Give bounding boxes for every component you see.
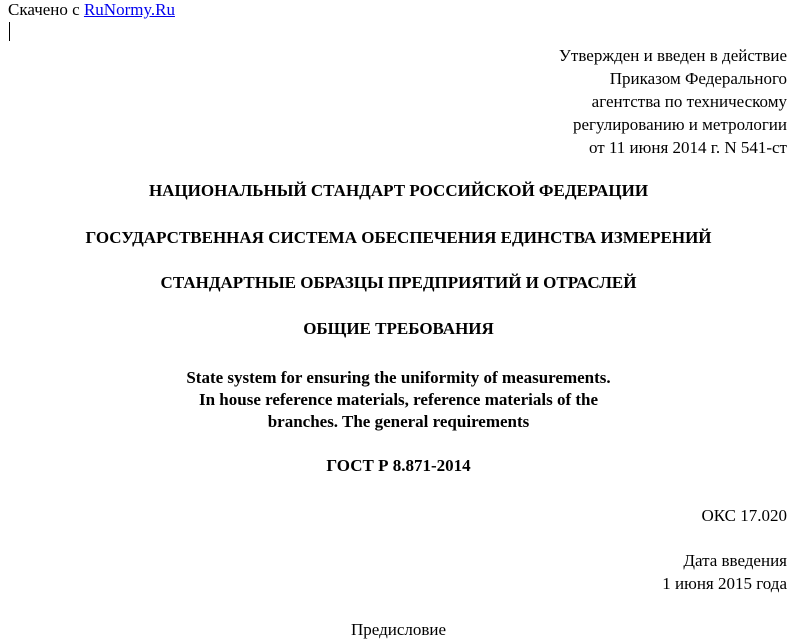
english-title-line: In house reference materials, reference materials of the	[198, 390, 599, 409]
approval-line: агентства по техническому	[591, 92, 787, 111]
state-system-heading: ГОСУДАРСТВЕННАЯ СИСТЕМА ОБЕСПЕЧЕНИЯ ЕДИНСТВА ИЗМЕРЕНИЙ	[85, 228, 712, 247]
english-title-line: branches. The general requirements	[267, 412, 530, 431]
approval-line: регулированию и метрологии	[572, 115, 787, 134]
general-requirements-heading: ОБЩИЕ ТРЕБОВАНИЯ	[303, 319, 494, 338]
approval-line: Приказом Федерального	[609, 69, 787, 88]
effective-date-block	[662, 549, 787, 595]
oks-code: ОКС 17.020	[701, 506, 787, 525]
approval-block	[559, 44, 787, 159]
national-standard-heading: НАЦИОНАЛЬНЫЙ СТАНДАРТ РОССИЙСКОЙ ФЕДЕРАЦИИ	[148, 181, 649, 200]
approval-line: от 11 июня 2014 г. N 541-ст	[588, 138, 787, 157]
approval-line: Утвержден и введен в действие	[558, 46, 787, 65]
standard-designation: ГОСТ Р 8.871-2014	[326, 456, 471, 475]
english-title	[0, 367, 790, 433]
effective-date-label: Дата введения	[683, 551, 787, 570]
source-prefix: Скачено с	[8, 0, 84, 19]
english-title-line: State system for ensuring the uniformity of measurements.	[186, 368, 611, 387]
source-link[interactable]: RuNormy.Ru	[83, 0, 175, 19]
source-line	[8, 0, 175, 20]
effective-date-value: 1 июня 2015 года	[662, 574, 787, 593]
reference-materials-heading: СТАНДАРТНЫЕ ОБРАЗЦЫ ПРЕДПРИЯТИЙ И ОТРАСЛЕЙ	[160, 273, 637, 292]
text-cursor	[9, 22, 10, 41]
preface-title: Предисловие	[350, 620, 447, 639]
